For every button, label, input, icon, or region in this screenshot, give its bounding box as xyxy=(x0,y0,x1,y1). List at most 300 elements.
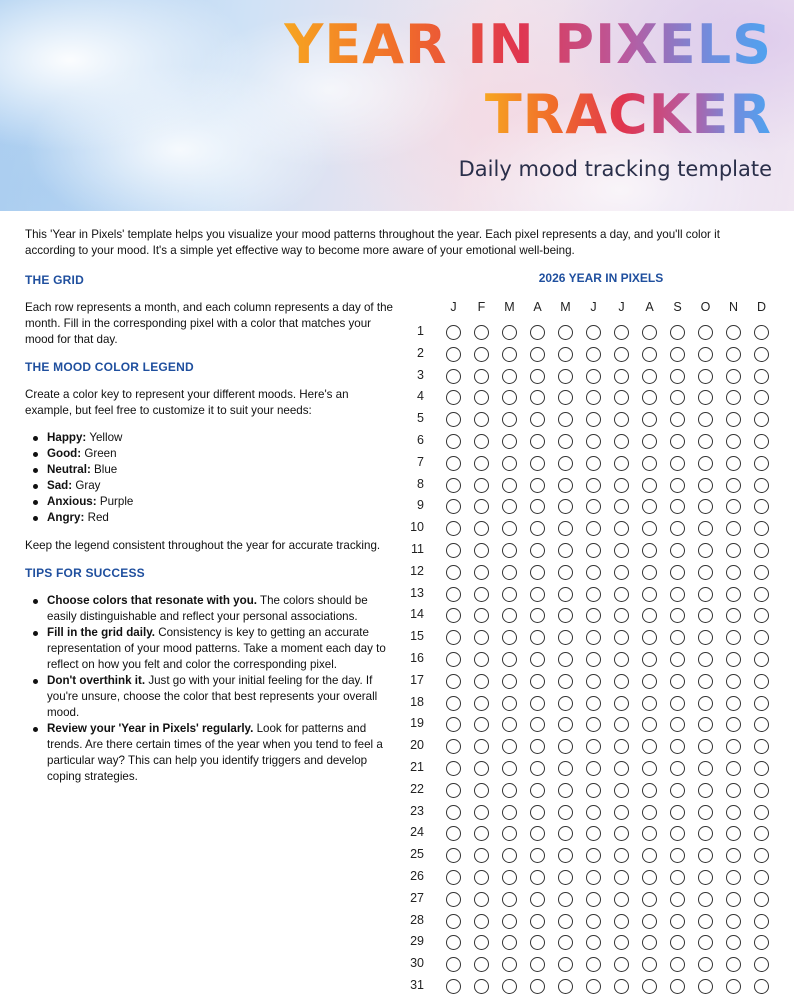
mood-pixel[interactable] xyxy=(670,434,685,449)
mood-pixel[interactable] xyxy=(754,848,769,863)
mood-pixel[interactable] xyxy=(586,565,601,580)
mood-pixel[interactable] xyxy=(726,390,741,405)
mood-pixel[interactable] xyxy=(558,478,573,493)
mood-pixel[interactable] xyxy=(474,499,489,514)
mood-pixel[interactable] xyxy=(530,587,545,602)
mood-pixel[interactable] xyxy=(586,914,601,929)
mood-pixel[interactable] xyxy=(642,369,657,384)
mood-pixel[interactable] xyxy=(698,456,713,471)
mood-pixel[interactable] xyxy=(530,957,545,972)
mood-pixel[interactable] xyxy=(446,369,461,384)
mood-pixel[interactable] xyxy=(698,848,713,863)
mood-pixel[interactable] xyxy=(614,696,629,711)
mood-pixel[interactable] xyxy=(614,805,629,820)
mood-pixel[interactable] xyxy=(642,870,657,885)
mood-pixel[interactable] xyxy=(642,761,657,776)
mood-pixel[interactable] xyxy=(670,957,685,972)
mood-pixel[interactable] xyxy=(754,325,769,340)
mood-pixel[interactable] xyxy=(754,674,769,689)
mood-pixel[interactable] xyxy=(474,456,489,471)
mood-pixel[interactable] xyxy=(586,805,601,820)
mood-pixel[interactable] xyxy=(614,608,629,623)
mood-pixel[interactable] xyxy=(698,914,713,929)
mood-pixel[interactable] xyxy=(614,892,629,907)
mood-pixel[interactable] xyxy=(670,696,685,711)
mood-pixel[interactable] xyxy=(446,783,461,798)
mood-pixel[interactable] xyxy=(502,608,517,623)
mood-pixel[interactable] xyxy=(698,783,713,798)
mood-pixel[interactable] xyxy=(502,630,517,645)
mood-pixel[interactable] xyxy=(754,892,769,907)
mood-pixel[interactable] xyxy=(586,630,601,645)
mood-pixel[interactable] xyxy=(474,630,489,645)
mood-pixel[interactable] xyxy=(698,892,713,907)
mood-pixel[interactable] xyxy=(530,805,545,820)
mood-pixel[interactable] xyxy=(474,979,489,994)
mood-pixel[interactable] xyxy=(586,434,601,449)
mood-pixel[interactable] xyxy=(530,870,545,885)
mood-pixel[interactable] xyxy=(502,870,517,885)
mood-pixel[interactable] xyxy=(502,347,517,362)
mood-pixel[interactable] xyxy=(754,652,769,667)
mood-pixel[interactable] xyxy=(670,412,685,427)
mood-pixel[interactable] xyxy=(502,914,517,929)
mood-pixel[interactable] xyxy=(446,892,461,907)
mood-pixel[interactable] xyxy=(698,674,713,689)
mood-pixel[interactable] xyxy=(614,325,629,340)
mood-pixel[interactable] xyxy=(726,325,741,340)
mood-pixel[interactable] xyxy=(558,696,573,711)
mood-pixel[interactable] xyxy=(614,783,629,798)
mood-pixel[interactable] xyxy=(614,870,629,885)
mood-pixel[interactable] xyxy=(558,717,573,732)
mood-pixel[interactable] xyxy=(726,957,741,972)
mood-pixel[interactable] xyxy=(726,892,741,907)
mood-pixel[interactable] xyxy=(502,674,517,689)
mood-pixel[interactable] xyxy=(670,783,685,798)
mood-pixel[interactable] xyxy=(754,543,769,558)
mood-pixel[interactable] xyxy=(670,587,685,602)
mood-pixel[interactable] xyxy=(754,434,769,449)
mood-pixel[interactable] xyxy=(726,434,741,449)
mood-pixel[interactable] xyxy=(530,783,545,798)
mood-pixel[interactable] xyxy=(698,412,713,427)
mood-pixel[interactable] xyxy=(754,521,769,536)
mood-pixel[interactable] xyxy=(614,630,629,645)
mood-pixel[interactable] xyxy=(502,565,517,580)
mood-pixel[interactable] xyxy=(530,848,545,863)
mood-pixel[interactable] xyxy=(698,696,713,711)
mood-pixel[interactable] xyxy=(726,456,741,471)
mood-pixel[interactable] xyxy=(530,369,545,384)
mood-pixel[interactable] xyxy=(474,717,489,732)
mood-pixel[interactable] xyxy=(502,935,517,950)
mood-pixel[interactable] xyxy=(502,478,517,493)
mood-pixel[interactable] xyxy=(726,565,741,580)
mood-pixel[interactable] xyxy=(754,739,769,754)
mood-pixel[interactable] xyxy=(446,979,461,994)
mood-pixel[interactable] xyxy=(726,674,741,689)
mood-pixel[interactable] xyxy=(698,717,713,732)
mood-pixel[interactable] xyxy=(726,543,741,558)
mood-pixel[interactable] xyxy=(754,761,769,776)
mood-pixel[interactable] xyxy=(726,478,741,493)
mood-pixel[interactable] xyxy=(642,499,657,514)
mood-pixel[interactable] xyxy=(502,848,517,863)
mood-pixel[interactable] xyxy=(474,543,489,558)
mood-pixel[interactable] xyxy=(530,652,545,667)
mood-pixel[interactable] xyxy=(530,434,545,449)
mood-pixel[interactable] xyxy=(474,914,489,929)
mood-pixel[interactable] xyxy=(726,696,741,711)
mood-pixel[interactable] xyxy=(474,957,489,972)
mood-pixel[interactable] xyxy=(502,696,517,711)
mood-pixel[interactable] xyxy=(670,325,685,340)
mood-pixel[interactable] xyxy=(586,608,601,623)
mood-pixel[interactable] xyxy=(614,347,629,362)
mood-pixel[interactable] xyxy=(614,390,629,405)
mood-pixel[interactable] xyxy=(474,935,489,950)
mood-pixel[interactable] xyxy=(530,892,545,907)
mood-pixel[interactable] xyxy=(530,412,545,427)
mood-pixel[interactable] xyxy=(642,957,657,972)
mood-pixel[interactable] xyxy=(446,456,461,471)
mood-pixel[interactable] xyxy=(474,412,489,427)
mood-pixel[interactable] xyxy=(642,630,657,645)
mood-pixel[interactable] xyxy=(530,674,545,689)
mood-pixel[interactable] xyxy=(558,587,573,602)
mood-pixel[interactable] xyxy=(446,957,461,972)
mood-pixel[interactable] xyxy=(726,587,741,602)
mood-pixel[interactable] xyxy=(698,739,713,754)
mood-pixel[interactable] xyxy=(698,325,713,340)
mood-pixel[interactable] xyxy=(698,761,713,776)
mood-pixel[interactable] xyxy=(642,521,657,536)
mood-pixel[interactable] xyxy=(642,543,657,558)
mood-pixel[interactable] xyxy=(726,608,741,623)
mood-pixel[interactable] xyxy=(558,630,573,645)
mood-pixel[interactable] xyxy=(614,652,629,667)
mood-pixel[interactable] xyxy=(502,325,517,340)
mood-pixel[interactable] xyxy=(726,761,741,776)
mood-pixel[interactable] xyxy=(726,783,741,798)
mood-pixel[interactable] xyxy=(446,739,461,754)
mood-pixel[interactable] xyxy=(558,848,573,863)
mood-pixel[interactable] xyxy=(586,717,601,732)
mood-pixel[interactable] xyxy=(474,608,489,623)
mood-pixel[interactable] xyxy=(474,478,489,493)
mood-pixel[interactable] xyxy=(446,434,461,449)
mood-pixel[interactable] xyxy=(698,805,713,820)
mood-pixel[interactable] xyxy=(474,805,489,820)
mood-pixel[interactable] xyxy=(614,957,629,972)
mood-pixel[interactable] xyxy=(698,935,713,950)
mood-pixel[interactable] xyxy=(586,892,601,907)
mood-pixel[interactable] xyxy=(502,587,517,602)
mood-pixel[interactable] xyxy=(698,870,713,885)
mood-pixel[interactable] xyxy=(754,805,769,820)
mood-pixel[interactable] xyxy=(586,456,601,471)
mood-pixel[interactable] xyxy=(502,805,517,820)
mood-pixel[interactable] xyxy=(446,565,461,580)
mood-pixel[interactable] xyxy=(446,935,461,950)
mood-pixel[interactable] xyxy=(614,456,629,471)
mood-pixel[interactable] xyxy=(586,369,601,384)
mood-pixel[interactable] xyxy=(586,957,601,972)
mood-pixel[interactable] xyxy=(698,478,713,493)
mood-pixel[interactable] xyxy=(614,521,629,536)
mood-pixel[interactable] xyxy=(642,325,657,340)
mood-pixel[interactable] xyxy=(530,347,545,362)
mood-pixel[interactable] xyxy=(558,412,573,427)
mood-pixel[interactable] xyxy=(726,717,741,732)
mood-pixel[interactable] xyxy=(754,914,769,929)
mood-pixel[interactable] xyxy=(586,325,601,340)
mood-pixel[interactable] xyxy=(642,914,657,929)
mood-pixel[interactable] xyxy=(586,347,601,362)
mood-pixel[interactable] xyxy=(698,347,713,362)
mood-pixel[interactable] xyxy=(670,739,685,754)
mood-pixel[interactable] xyxy=(698,630,713,645)
mood-pixel[interactable] xyxy=(614,434,629,449)
mood-pixel[interactable] xyxy=(614,478,629,493)
mood-pixel[interactable] xyxy=(642,390,657,405)
mood-pixel[interactable] xyxy=(642,652,657,667)
mood-pixel[interactable] xyxy=(614,761,629,776)
mood-pixel[interactable] xyxy=(726,848,741,863)
mood-pixel[interactable] xyxy=(670,390,685,405)
mood-pixel[interactable] xyxy=(558,914,573,929)
mood-pixel[interactable] xyxy=(558,870,573,885)
mood-pixel[interactable] xyxy=(642,608,657,623)
mood-pixel[interactable] xyxy=(726,935,741,950)
mood-pixel[interactable] xyxy=(530,390,545,405)
mood-pixel[interactable] xyxy=(530,935,545,950)
mood-pixel[interactable] xyxy=(754,390,769,405)
mood-pixel[interactable] xyxy=(614,369,629,384)
mood-pixel[interactable] xyxy=(446,347,461,362)
mood-pixel[interactable] xyxy=(446,805,461,820)
mood-pixel[interactable] xyxy=(614,587,629,602)
mood-pixel[interactable] xyxy=(530,739,545,754)
mood-pixel[interactable] xyxy=(530,478,545,493)
mood-pixel[interactable] xyxy=(698,369,713,384)
mood-pixel[interactable] xyxy=(446,499,461,514)
mood-pixel[interactable] xyxy=(754,608,769,623)
mood-pixel[interactable] xyxy=(446,674,461,689)
mood-pixel[interactable] xyxy=(502,892,517,907)
mood-pixel[interactable] xyxy=(586,826,601,841)
mood-pixel[interactable] xyxy=(586,848,601,863)
mood-pixel[interactable] xyxy=(474,325,489,340)
mood-pixel[interactable] xyxy=(642,674,657,689)
mood-pixel[interactable] xyxy=(474,369,489,384)
mood-pixel[interactable] xyxy=(670,805,685,820)
mood-pixel[interactable] xyxy=(698,434,713,449)
mood-pixel[interactable] xyxy=(726,652,741,667)
mood-pixel[interactable] xyxy=(586,521,601,536)
mood-pixel[interactable] xyxy=(726,521,741,536)
mood-pixel[interactable] xyxy=(726,630,741,645)
mood-pixel[interactable] xyxy=(670,608,685,623)
mood-pixel[interactable] xyxy=(586,761,601,776)
mood-pixel[interactable] xyxy=(558,369,573,384)
mood-pixel[interactable] xyxy=(558,674,573,689)
mood-pixel[interactable] xyxy=(698,499,713,514)
mood-pixel[interactable] xyxy=(726,739,741,754)
mood-pixel[interactable] xyxy=(530,608,545,623)
mood-pixel[interactable] xyxy=(558,892,573,907)
mood-pixel[interactable] xyxy=(530,761,545,776)
mood-pixel[interactable] xyxy=(530,325,545,340)
mood-pixel[interactable] xyxy=(698,521,713,536)
mood-pixel[interactable] xyxy=(698,652,713,667)
mood-pixel[interactable] xyxy=(586,652,601,667)
mood-pixel[interactable] xyxy=(502,761,517,776)
mood-pixel[interactable] xyxy=(446,325,461,340)
mood-pixel[interactable] xyxy=(502,543,517,558)
mood-pixel[interactable] xyxy=(474,652,489,667)
mood-pixel[interactable] xyxy=(670,870,685,885)
mood-pixel[interactable] xyxy=(754,979,769,994)
mood-pixel[interactable] xyxy=(446,630,461,645)
mood-pixel[interactable] xyxy=(670,369,685,384)
mood-pixel[interactable] xyxy=(558,739,573,754)
mood-pixel[interactable] xyxy=(670,935,685,950)
mood-pixel[interactable] xyxy=(698,608,713,623)
mood-pixel[interactable] xyxy=(586,739,601,754)
mood-pixel[interactable] xyxy=(586,783,601,798)
mood-pixel[interactable] xyxy=(530,499,545,514)
mood-pixel[interactable] xyxy=(586,674,601,689)
mood-pixel[interactable] xyxy=(474,521,489,536)
mood-pixel[interactable] xyxy=(642,696,657,711)
mood-pixel[interactable] xyxy=(586,412,601,427)
mood-pixel[interactable] xyxy=(670,717,685,732)
mood-pixel[interactable] xyxy=(446,696,461,711)
mood-pixel[interactable] xyxy=(614,826,629,841)
mood-pixel[interactable] xyxy=(474,761,489,776)
mood-pixel[interactable] xyxy=(474,674,489,689)
mood-pixel[interactable] xyxy=(754,478,769,493)
mood-pixel[interactable] xyxy=(614,914,629,929)
mood-pixel[interactable] xyxy=(642,826,657,841)
mood-pixel[interactable] xyxy=(726,347,741,362)
mood-pixel[interactable] xyxy=(726,870,741,885)
mood-pixel[interactable] xyxy=(502,652,517,667)
mood-pixel[interactable] xyxy=(446,390,461,405)
mood-pixel[interactable] xyxy=(558,347,573,362)
mood-pixel[interactable] xyxy=(558,390,573,405)
mood-pixel[interactable] xyxy=(642,478,657,493)
mood-pixel[interactable] xyxy=(558,543,573,558)
mood-pixel[interactable] xyxy=(614,979,629,994)
mood-pixel[interactable] xyxy=(754,935,769,950)
mood-pixel[interactable] xyxy=(502,390,517,405)
mood-pixel[interactable] xyxy=(670,826,685,841)
mood-pixel[interactable] xyxy=(530,456,545,471)
mood-pixel[interactable] xyxy=(614,935,629,950)
mood-pixel[interactable] xyxy=(670,674,685,689)
mood-pixel[interactable] xyxy=(698,565,713,580)
mood-pixel[interactable] xyxy=(502,717,517,732)
mood-pixel[interactable] xyxy=(642,565,657,580)
mood-pixel[interactable] xyxy=(670,761,685,776)
mood-pixel[interactable] xyxy=(614,739,629,754)
mood-pixel[interactable] xyxy=(754,369,769,384)
mood-pixel[interactable] xyxy=(754,783,769,798)
mood-pixel[interactable] xyxy=(642,347,657,362)
mood-pixel[interactable] xyxy=(726,914,741,929)
mood-pixel[interactable] xyxy=(642,805,657,820)
mood-pixel[interactable] xyxy=(586,870,601,885)
mood-pixel[interactable] xyxy=(558,957,573,972)
mood-pixel[interactable] xyxy=(474,696,489,711)
mood-pixel[interactable] xyxy=(558,652,573,667)
mood-pixel[interactable] xyxy=(558,805,573,820)
mood-pixel[interactable] xyxy=(558,783,573,798)
mood-pixel[interactable] xyxy=(642,848,657,863)
mood-pixel[interactable] xyxy=(446,478,461,493)
mood-pixel[interactable] xyxy=(726,979,741,994)
mood-pixel[interactable] xyxy=(754,870,769,885)
mood-pixel[interactable] xyxy=(446,652,461,667)
mood-pixel[interactable] xyxy=(754,587,769,602)
mood-pixel[interactable] xyxy=(558,935,573,950)
mood-pixel[interactable] xyxy=(502,369,517,384)
mood-pixel[interactable] xyxy=(754,499,769,514)
mood-pixel[interactable] xyxy=(474,390,489,405)
mood-pixel[interactable] xyxy=(614,674,629,689)
mood-pixel[interactable] xyxy=(670,565,685,580)
mood-pixel[interactable] xyxy=(530,543,545,558)
mood-pixel[interactable] xyxy=(586,478,601,493)
mood-pixel[interactable] xyxy=(502,412,517,427)
mood-pixel[interactable] xyxy=(586,499,601,514)
mood-pixel[interactable] xyxy=(558,456,573,471)
mood-pixel[interactable] xyxy=(698,390,713,405)
mood-pixel[interactable] xyxy=(586,979,601,994)
mood-pixel[interactable] xyxy=(726,826,741,841)
mood-pixel[interactable] xyxy=(754,456,769,471)
mood-pixel[interactable] xyxy=(754,826,769,841)
mood-pixel[interactable] xyxy=(642,456,657,471)
mood-pixel[interactable] xyxy=(698,826,713,841)
mood-pixel[interactable] xyxy=(670,652,685,667)
mood-pixel[interactable] xyxy=(754,630,769,645)
mood-pixel[interactable] xyxy=(586,587,601,602)
mood-pixel[interactable] xyxy=(558,761,573,776)
mood-pixel[interactable] xyxy=(726,369,741,384)
mood-pixel[interactable] xyxy=(530,717,545,732)
mood-pixel[interactable] xyxy=(530,565,545,580)
mood-pixel[interactable] xyxy=(670,456,685,471)
mood-pixel[interactable] xyxy=(698,979,713,994)
mood-pixel[interactable] xyxy=(614,499,629,514)
mood-pixel[interactable] xyxy=(698,957,713,972)
mood-pixel[interactable] xyxy=(474,347,489,362)
mood-pixel[interactable] xyxy=(614,543,629,558)
mood-pixel[interactable] xyxy=(670,499,685,514)
mood-pixel[interactable] xyxy=(446,608,461,623)
mood-pixel[interactable] xyxy=(670,914,685,929)
mood-pixel[interactable] xyxy=(502,826,517,841)
mood-pixel[interactable] xyxy=(446,521,461,536)
mood-pixel[interactable] xyxy=(502,979,517,994)
mood-pixel[interactable] xyxy=(586,696,601,711)
mood-pixel[interactable] xyxy=(530,826,545,841)
mood-pixel[interactable] xyxy=(726,499,741,514)
